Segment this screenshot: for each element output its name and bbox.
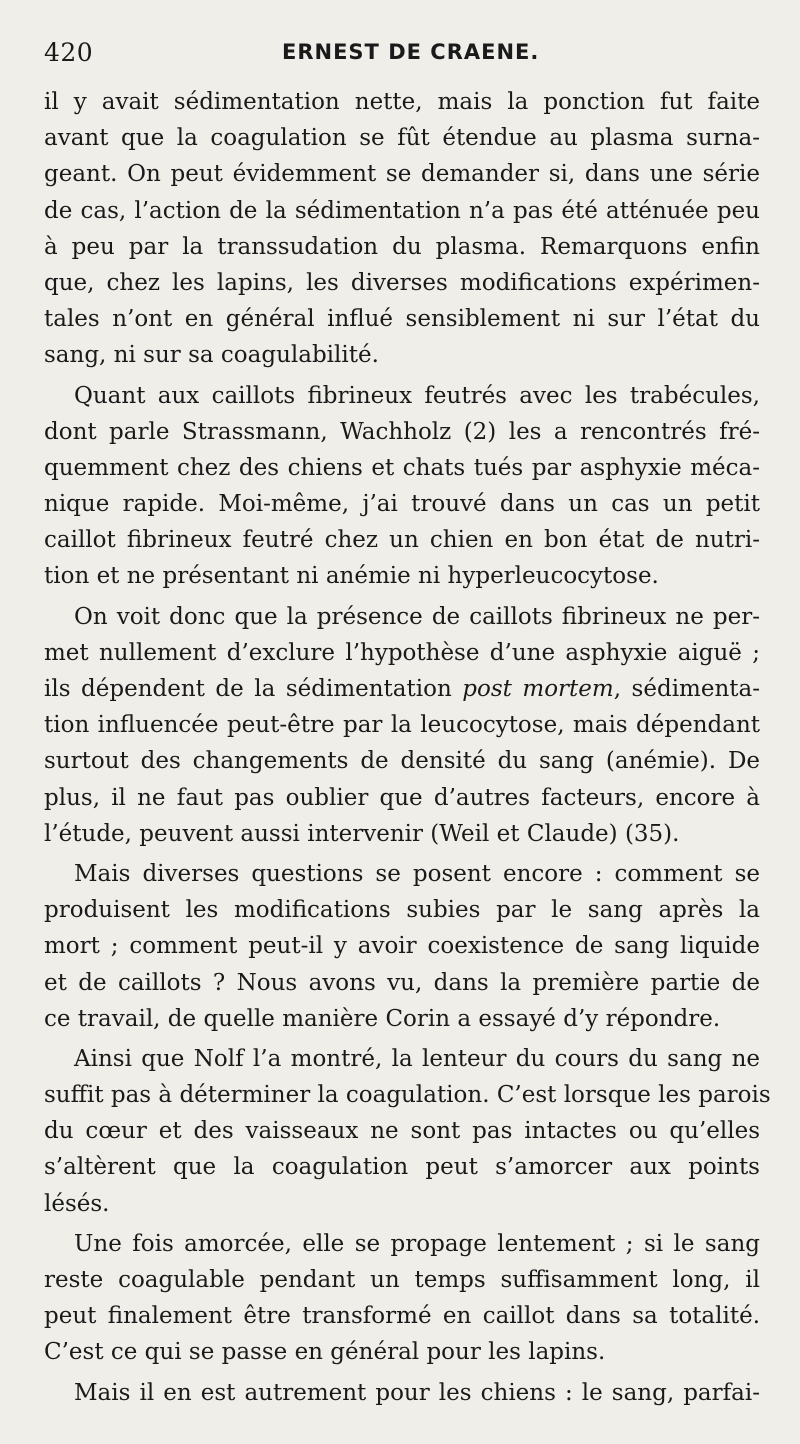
- text-line: ce travail, de quelle manière Corin a essayé d’y répondre.: [44, 1005, 721, 1032]
- text-line: dont parle Strassmann, Wachholz (2) les a rencontrés fré-: [44, 418, 760, 445]
- text-line: mort ; comment peut-il y avoir coexistence de sang liquide: [44, 933, 760, 960]
- text-line: s’altèrent que la coagulation peut s’amorcer aux points: [44, 1154, 760, 1181]
- paragraph: [44, 1041, 771, 1222]
- text-line: Une fois amorcée, elle se propage lentement ; si le sang: [74, 1230, 760, 1257]
- paragraph: [44, 599, 760, 852]
- text-line: tion influencée peut-être par la leucocytose, mais dépendant: [44, 712, 760, 739]
- text-line: quemment chez des chiens et chats tués par asphyxie méca-: [44, 454, 760, 481]
- text-line: Ainsi que Nolf l’a montré, la lenteur du cours du sang ne: [74, 1045, 760, 1072]
- paragraph: [44, 856, 760, 1037]
- text-line: sang, ni sur sa coagulabilité.: [44, 342, 379, 369]
- text-line: et de caillots ? Nous avons vu, dans la première partie de: [44, 969, 760, 996]
- paragraph: [44, 84, 760, 374]
- paragraph: [44, 1226, 760, 1371]
- text-line: Quant aux caillots fibrineux feutrés avec les trabécules,: [74, 382, 760, 409]
- text-line: de cas, l’action de la sédimentation n’a pas été atténuée peu: [44, 197, 760, 224]
- text-line: tales n’ont en général influé sensiblement ni sur l’état du: [44, 306, 760, 333]
- text-line: peut finalement être transformé en caillot dans sa totalité.: [44, 1303, 760, 1330]
- text-line: lésés.: [44, 1190, 110, 1217]
- page-header: [44, 38, 760, 72]
- text-line: On voit donc que la présence de caillots fibrineux ne per-: [74, 603, 760, 630]
- paragraph: [44, 1375, 760, 1411]
- text-line: tion et ne présentant ni anémie ni hyperleucocytose.: [44, 563, 659, 590]
- page-number: 420: [44, 38, 94, 67]
- text-line: met nullement d’exclure l’hypothèse d’une asphyxie aiguë ;: [44, 639, 760, 666]
- text-line: Mais il en est autrement pour les chiens : le sang, parfai-: [74, 1379, 760, 1406]
- text-line: plus, il ne faut pas oublier que d’autres facteurs, encore à: [44, 784, 760, 811]
- text-line: caillot fibrineux feutré chez un chien en bon état de nutri-: [44, 527, 760, 554]
- text-line: à peu par la transsudation du plasma. Remarquons enfin: [44, 233, 760, 260]
- text-line: ils dépendent de la sédimentation post mortem, sédimenta-: [44, 676, 761, 702]
- text-line: suffit pas à déterminer la coagulation. C’est lorsque les parois: [44, 1082, 771, 1109]
- text-line: C’est ce qui se passe en général pour les lapins.: [44, 1339, 606, 1366]
- text-line: surtout des changements de densité du sang (anémie). De: [44, 748, 760, 775]
- running-head: ERNEST DE CRAENE.: [282, 40, 540, 64]
- text-line: produisent les modifications subies par le sang après la: [44, 897, 760, 924]
- text-line: reste coagulable pendant un temps suffisamment long, il: [44, 1267, 760, 1293]
- paragraph: [44, 378, 760, 595]
- text-line: du cœur et des vaisseaux ne sont pas intactes ou qu’elles: [44, 1118, 760, 1145]
- text-line: avant que la coagulation se fût étendue au plasma surna-: [44, 125, 760, 152]
- body-text: [44, 84, 771, 1411]
- text-line: il y avait sédimentation nette, mais la ponction fut faite: [44, 89, 760, 115]
- text-line: que, chez les lapins, les diverses modifications expérimen-: [44, 269, 760, 296]
- text-line: nique rapide. Moi-même, j’ai trouvé dans un cas un petit: [44, 491, 760, 518]
- text-line: l’étude, peuvent aussi intervenir (Weil et Claude) (35).: [44, 820, 680, 847]
- text-line: Mais diverses questions se posent encore : comment se: [74, 860, 760, 887]
- text-line: geant. On peut évidemment se demander si, dans une série: [44, 161, 760, 188]
